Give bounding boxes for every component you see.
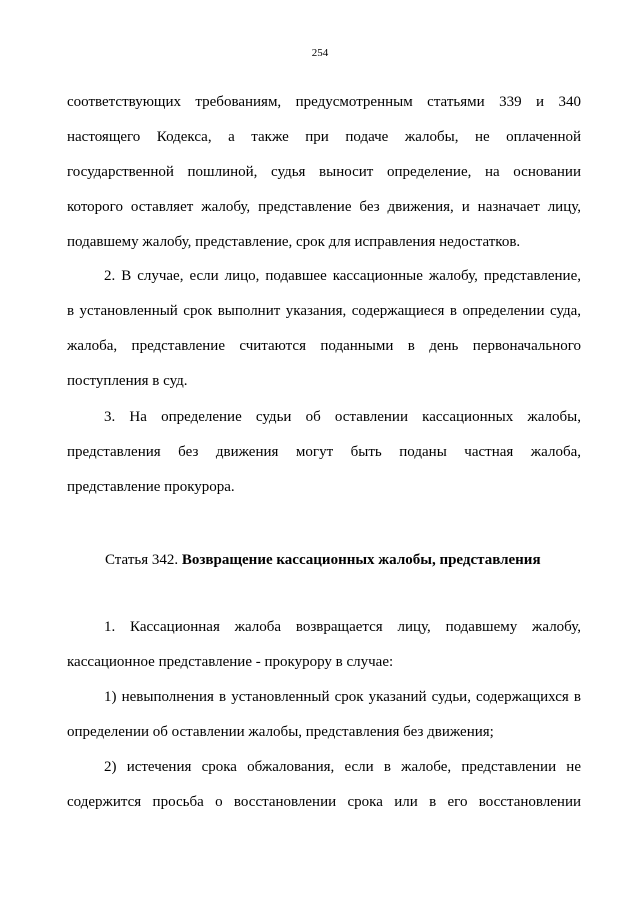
paragraph-subclause-1 xyxy=(67,680,581,750)
paragraph-line: поступления в суд. xyxy=(67,373,188,389)
paragraph-line: определении об оставлении жалобы, представления без движения; xyxy=(67,724,494,740)
article-heading xyxy=(105,543,541,578)
paragraph-line: представление прокурора. xyxy=(67,479,235,495)
paragraph-line: содержится просьба о восстановлении срока или в его восстановлении xyxy=(67,794,581,810)
paragraph-line: 1. Кассационная жалоба возвращается лицу, подавшему жалобу, xyxy=(104,619,581,635)
paragraph-clause-2 xyxy=(67,259,581,399)
paragraph-line: в установленный срок выполнит указания, содержащиеся в определении суда, xyxy=(67,303,581,319)
paragraph-line: представления без движения могут быть поданы частная жалоба, xyxy=(67,444,581,460)
paragraph-article-clause-1 xyxy=(67,610,581,680)
article-title: Возвращение кассационных жалобы, представления xyxy=(181,552,541,568)
page-number: 254 xyxy=(311,47,329,59)
paragraph-line: государственной пошлиной, судья выносит определение, на основании xyxy=(67,164,581,180)
paragraph-subclause-2 xyxy=(67,750,581,820)
paragraph-line: подавшему жалобу, представление, срок для исправления недостатков. xyxy=(67,234,521,250)
article-number: Статья 342. xyxy=(105,552,182,568)
paragraph-continuation xyxy=(67,85,581,260)
paragraph-line: настоящего Кодекса, а также при подаче жалобы, не оплаченной xyxy=(67,129,581,145)
paragraph-line: 2) истечения срока обжалования, если в жалобе, представлении не xyxy=(104,759,581,775)
paragraph-line: 3. На определение судьи об оставлении кассационных жалобы, xyxy=(104,409,581,425)
paragraph-line: 1) невыполнения в установленный срок указаний судьи, содержащихся в xyxy=(104,689,581,705)
paragraph-line: кассационное представление - прокурору в случае: xyxy=(67,654,394,670)
paragraph-line: 2. В случае, если лицо, подавшее кассационные жалобу, представление, xyxy=(104,268,581,284)
paragraph-line: соответствующих требованиям, предусмотренным статьями 339 и 340 xyxy=(67,94,581,110)
paragraph-clause-3 xyxy=(67,400,581,505)
paragraph-line: жалоба, представление считаются поданными в день первоначального xyxy=(67,338,581,354)
paragraph-line: которого оставляет жалобу, представление без движения, и назначает лицу, xyxy=(67,199,581,215)
